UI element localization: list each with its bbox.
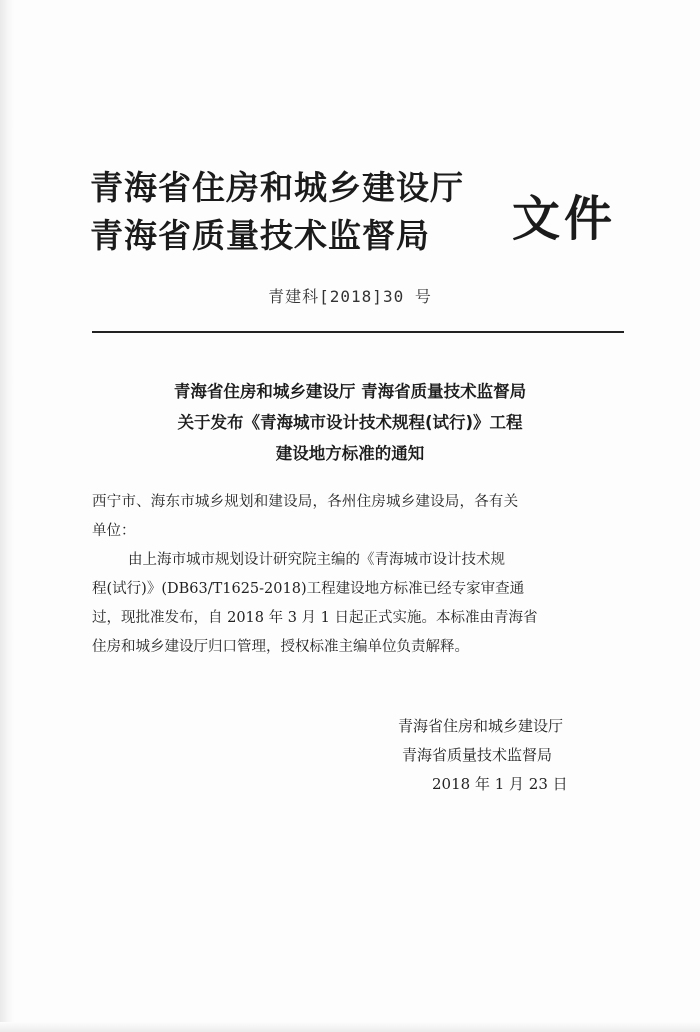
body-paragraph (92, 546, 627, 662)
paragraph-line: 由上海市城市规划设计研究院主编的《青海城市设计技术规 (128, 552, 505, 568)
notice-title-line-1: 青海省住房和城乡建设厅 青海省质量技术监督局 (173, 382, 527, 401)
salutation (92, 488, 627, 546)
notice-title-line-3: 建设地方标准的通知 (275, 444, 425, 463)
notice-title (60, 376, 640, 469)
signature-block (380, 712, 620, 799)
salutation-line-1: 西宁市、海东市城乡规划和建设局，各州住房城乡建设局，各有关 (92, 494, 519, 510)
issuer-line-1: 青海省住房和城乡建设厅 (90, 168, 464, 207)
signature-org-1: 青海省住房和城乡建设厅 (398, 717, 564, 735)
paragraph-line: 程(试行)》(DB63/T1625-2018)工程建设地方标准已经专家审查通 (92, 581, 525, 597)
page-edge-shadow-bottom (0, 1022, 700, 1032)
issuer-line-2: 青海省质量技术监督局 (90, 216, 430, 255)
header-divider (92, 331, 624, 333)
page-edge-shadow-left (0, 0, 14, 1032)
document-type-word: 文件 (512, 191, 617, 247)
document-header (90, 160, 630, 260)
paragraph-line: 住房和城乡建设厅归口管理，授权标准主编单位负责解释。 (92, 639, 469, 655)
paragraph-line: 过，现批准发布，自 2018 年 3 月 1 日起正式实施。本标准由青海省 (92, 610, 538, 626)
signature-date: 2018 年 1 月 23 日 (432, 775, 568, 793)
notice-title-line-2: 关于发布《青海城市设计技术规程(试行)》工程 (177, 413, 523, 432)
notice-body (92, 488, 627, 662)
signature-org-2: 青海省质量技术监督局 (402, 746, 553, 764)
document-number: 青建科[2018]30 号 (268, 287, 432, 306)
salutation-line-2: 单位： (92, 523, 136, 539)
